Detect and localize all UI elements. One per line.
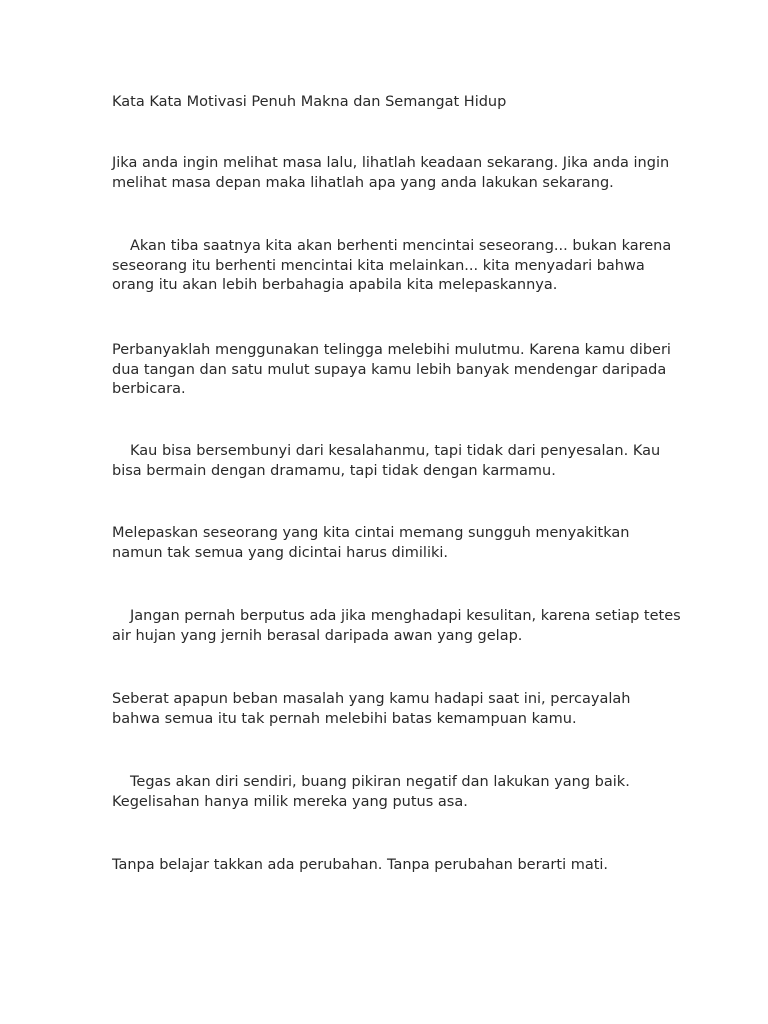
- document-title: Kata Kata Motivasi Penuh Makna dan Semangat Hidup: [112, 94, 507, 110]
- paragraph-line: namun tak semua yang dicintai harus dimiliki.: [112, 544, 449, 561]
- paragraph-line: Tegas akan diri sendiri, buang pikiran negatif dan lakukan yang baik.: [130, 774, 630, 790]
- paragraph-line: Perbanyaklah menggunakan telingga melebihi mulutmu. Karena kamu diberi: [112, 342, 671, 358]
- paragraph-line: seseorang itu berhenti mencintai kita melainkan... kita menyadari bahwa: [112, 257, 645, 274]
- paragraph-line: Melepaskan seseorang yang kita cintai memang sungguh menyakitkan: [112, 525, 630, 541]
- paragraph-line: melihat masa depan maka lihatlah apa yang anda lakukan sekarang.: [112, 174, 614, 191]
- paragraph-line: Jangan pernah berputus ada jika menghadapi kesulitan, karena setiap tetes: [130, 608, 681, 624]
- paragraph-line: Kegelisahan hanya milik mereka yang putus asa.: [112, 793, 468, 810]
- paragraph-5: [112, 524, 672, 563]
- paragraph-line: Seberat apapun beban masalah yang kamu hadapi saat ini, percayalah: [112, 691, 631, 707]
- paragraph-8: [112, 773, 672, 812]
- paragraph-1: [112, 154, 672, 193]
- paragraph-line: bahwa semua itu tak pernah melebihi batas kemampuan kamu.: [112, 710, 577, 727]
- paragraph-line: air hujan yang jernih berasal daripada awan yang gelap.: [112, 627, 523, 644]
- paragraph-7: [112, 690, 672, 729]
- paragraph-line: orang itu akan lebih berbahagia apabila kita melepaskannya.: [112, 277, 558, 293]
- paragraph-line: berbicara.: [112, 381, 186, 397]
- paragraph-line: dua tangan dan satu mulut supaya kamu lebih banyak mendengar daripada: [112, 361, 667, 378]
- paragraph-line: Akan tiba saatnya kita akan berhenti mencintai seseorang... bukan karena: [130, 238, 672, 254]
- paragraph-line: Kau bisa bersembunyi dari kesalahanmu, tapi tidak dari penyesalan. Kau: [130, 443, 661, 459]
- paragraph-9: [112, 856, 672, 876]
- paragraph-2: [112, 237, 672, 296]
- paragraph-line: Tanpa belajar takkan ada perubahan. Tanpa perubahan berarti mati.: [112, 857, 609, 873]
- paragraph-line: Jika anda ingin melihat masa lalu, lihatlah keadaan sekarang. Jika anda ingin: [112, 155, 670, 171]
- paragraph-4: [112, 442, 672, 481]
- paragraph-3: [112, 341, 672, 400]
- paragraph-6: [112, 607, 681, 646]
- paragraph-line: bisa bermain dengan dramamu, tapi tidak dengan karmamu.: [112, 462, 556, 479]
